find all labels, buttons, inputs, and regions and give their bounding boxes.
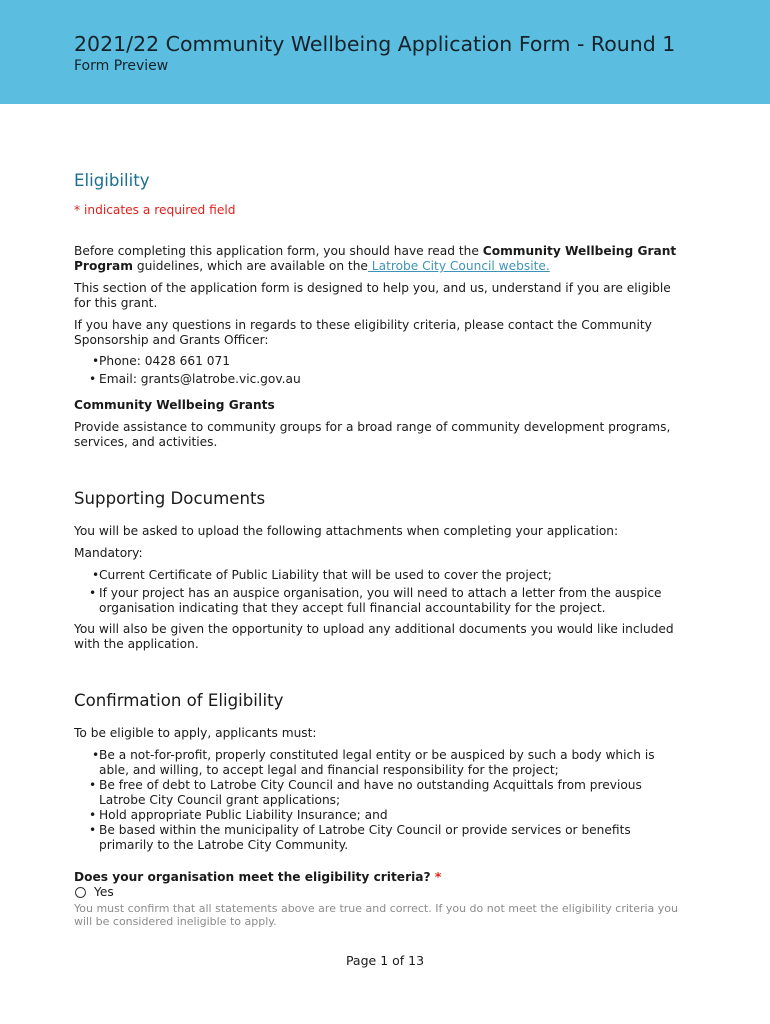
supporting-documents-heading: Supporting Documents — [74, 489, 266, 508]
list-item — [74, 354, 684, 369]
mandatory-list — [74, 568, 684, 616]
contact-paragraph: If you have any questions in regards to these eligibility criteria, please contact the Community Sponsorship and Grants Officer: — [74, 318, 652, 347]
form-subtitle: Form Preview — [74, 58, 169, 74]
list-item-text: If your project has an auspice organisation, you will need to attach a letter from the auspice organisation indicating that they accept full financial accountability for the project. — [99, 586, 662, 615]
phone-text: Phone: 0428 661 071 — [99, 354, 231, 368]
additional-documents-paragraph: You will also be given the opportunity to upload any additional documents you would like included with the application. — [74, 622, 674, 651]
bullet-icon: • — [89, 372, 97, 386]
form-content — [74, 170, 684, 928]
list-item-text: Be free of debt to Latrobe City Council and have no outstanding Acquittals from previous Latrobe City Council grant applications; — [99, 778, 642, 807]
list-item — [74, 372, 684, 387]
list-item — [74, 778, 684, 808]
grants-description: Provide assistance to community groups for a broad range of community development programs, services, and activities. — [74, 420, 671, 449]
grants-heading: Community Wellbeing Grants — [74, 398, 275, 412]
required-field-note: * indicates a required field — [74, 203, 236, 217]
form-header — [0, 0, 770, 104]
list-item — [74, 586, 684, 616]
bullet-icon: • — [89, 586, 97, 600]
intro-paragraph — [74, 244, 684, 274]
supporting-intro: You will be asked to upload the following attachments when completing your application: — [74, 524, 619, 538]
list-item-text: Be based within the municipality of Latrobe City Council or provide services or benefits primarily to the Latrobe City Community. — [99, 823, 631, 852]
bullet-icon: • — [89, 823, 97, 837]
yes-option[interactable] — [74, 885, 684, 900]
bullet-icon: • — [89, 778, 97, 792]
required-star: * — [434, 870, 442, 884]
confirmation-intro: To be eligible to apply, applicants must: — [74, 726, 317, 740]
bullet-icon: • — [92, 748, 100, 762]
confirmation-heading: Confirmation of Eligibility — [74, 691, 284, 710]
bullet-icon: • — [92, 354, 100, 368]
list-item-text: Hold appropriate Public Liability Insurance; and — [99, 808, 388, 822]
bullet-icon: • — [89, 808, 97, 822]
contact-list — [74, 354, 684, 387]
eligibility-heading: Eligibility — [74, 171, 150, 190]
question-text: Does your organisation meet the eligibility criteria? — [74, 870, 431, 884]
eligibility-help-text: You must confirm that all statements above are true and correct. If you do not meet the eligibility criteria you will be considered ineligible to apply. — [74, 902, 679, 928]
mandatory-label: Mandatory: — [74, 546, 143, 560]
intro-text: Before completing this application form, you should have read the — [74, 244, 483, 258]
list-item — [74, 823, 684, 853]
bullet-icon: • — [92, 568, 100, 582]
page-number: Page 1 of 13 — [345, 953, 425, 968]
form-title: 2021/22 Community Wellbeing Application Form - Round 1 — [74, 32, 676, 56]
list-item — [74, 808, 684, 823]
council-website-link[interactable]: Latrobe City Council website. — [367, 259, 550, 273]
list-item-text: Current Certificate of Public Liability that will be used to cover the project; — [99, 568, 552, 582]
list-item-text: Be a not-for-profit, properly constituted legal entity or be auspiced by such a body which is able, and willing, to accept legal and financial responsibility for the project; — [99, 748, 655, 777]
list-item — [74, 568, 684, 583]
intro-bold: Community Wellbeing Grant Program — [74, 244, 677, 273]
email-text: Email: grants@latrobe.vic.gov.au — [99, 372, 301, 386]
criteria-list — [74, 748, 684, 853]
eligibility-question — [74, 870, 684, 885]
yes-option-label: Yes — [94, 885, 114, 899]
intro-text-mid: guidelines, which are available on the — [132, 259, 368, 273]
radio-button-yes[interactable] — [75, 887, 86, 898]
list-item — [74, 748, 684, 778]
purpose-paragraph: This section of the application form is designed to help you, and us, understand if you are eligible for this grant. — [74, 281, 671, 310]
